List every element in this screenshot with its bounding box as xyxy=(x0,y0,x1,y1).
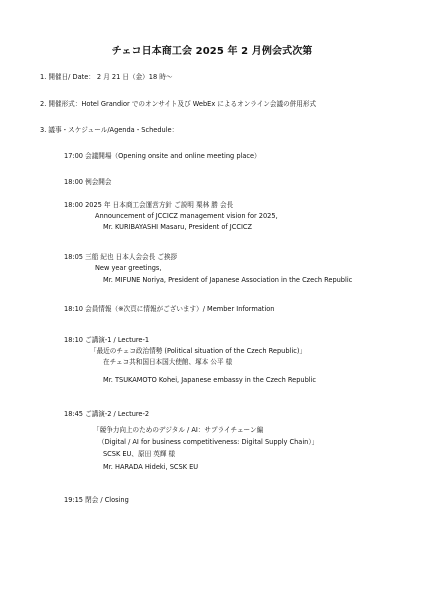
schedule-1810-member-info: 18:10 会員情報（※次頁に情報がございます）/ Member Information xyxy=(64,305,275,313)
schedule-1805-speaker: Mr. MIFUNE Noriya, President of Japanese Association in the Czech Republic xyxy=(103,276,353,284)
lecture2-title-en: （Digital / AI for business competitiveness: Digital Supply Chain）」 xyxy=(98,438,319,446)
schedule-1800-open: 18:00 例会開会 xyxy=(64,178,112,186)
item-date: 1. 開催日/ Date： 2 月 21 日（金）18 時～ xyxy=(40,73,173,81)
schedule-1810-lecture1: 18:10 ご講演-1 / Lecture-1 xyxy=(64,336,150,344)
schedule-1800-vision: 18:00 2025 年 日本商工会運営方針 ご説明 栗林 勝 会長 xyxy=(64,201,234,209)
lecture1-speaker-en: Mr. TSUKAMOTO Kohei, Japanese embassy in the Czech Republic xyxy=(103,376,317,384)
lecture2-speaker-jp: SCSK EU、原田 英輝 様 xyxy=(103,450,176,458)
schedule-1805-greeting-en: New year greetings, xyxy=(95,264,162,272)
schedule-1700: 17:00 会議開場（Opening onsite and online meeting place） xyxy=(64,152,261,160)
schedule-1800-speaker: Mr. KURIBAYASHI Masaru, President of JCCICZ xyxy=(103,223,253,231)
schedule-1800-vision-en: Announcement of JCCICZ management vision for 2025, xyxy=(95,212,278,220)
lecture2-title-jp: 「競争力向上のためのデジタル / AI：サプライチェーン編 xyxy=(93,426,264,434)
schedule-1915-closing: 19:15 閉会 / Closing xyxy=(64,496,129,504)
schedule-1845-lecture2: 18:45 ご講演-2 / Lecture-2 xyxy=(64,410,150,418)
schedule-1805-greeting: 18:05 三船 紀也 日本人会会長 ご挨拶 xyxy=(64,253,178,261)
page-title: チェコ日本商工会 2025 年 2 月例会式次第 xyxy=(111,46,313,57)
item-agenda: 3. 議事・スケジュール/Agenda・Schedule： xyxy=(40,126,179,134)
item-format: 2. 開催形式：Hotel Grandior でのオンサイト及び WebEx によるオンライン会議の併用形式 xyxy=(40,100,317,108)
lecture1-title: 「最近のチェコ政治情勢 (Political situation of the Czech Republic)」 xyxy=(90,347,306,355)
lecture1-speaker-jp: 在チェコ共和国日本国大使館、塚本 公平 様 xyxy=(103,358,233,366)
lecture2-speaker-en: Mr. HARADA Hideki, SCSK EU xyxy=(103,463,199,471)
